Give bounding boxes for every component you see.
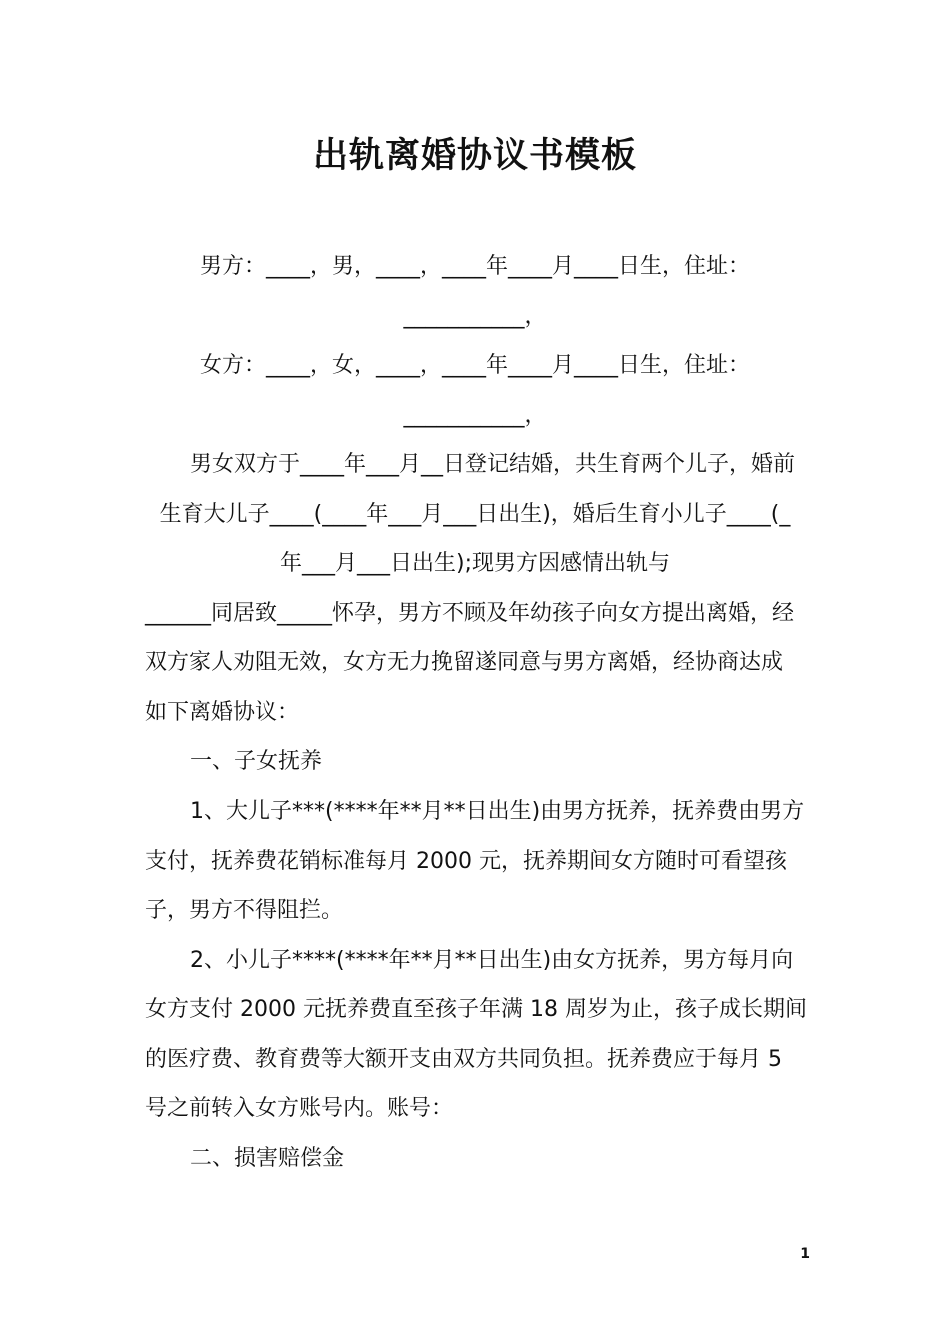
paragraph-line: ______同居致_____怀孕，男方不顾及年幼孩子向女方提出离婚，经	[145, 601, 795, 626]
paragraph-line: 2、小儿子****(****年**月**日出生)由女方抚养，男方每月向	[190, 948, 794, 973]
paragraph-line: 如下离婚协议：	[145, 700, 300, 725]
male-address-line: ___________，	[403, 304, 547, 329]
paragraph-line: 子，男方不得阻拦。	[145, 898, 344, 923]
paragraph-line: 支付，抚养费花销标准每月 2000 元，抚养期间女方随时可看望孩	[145, 849, 787, 874]
female-party-line: 女方：____，女，____，____年____月____日生，住址：	[199, 353, 750, 378]
section-heading-damages: 二、损害赔偿金	[190, 1146, 345, 1171]
paragraph-line: 男女双方于____年___月__日登记结婚，共生育两个儿子，婚前	[190, 452, 796, 477]
paragraph-line: 生育大儿子____(____年___月___日出生)，婚后生育小儿子____(_	[159, 502, 791, 527]
paragraph-line: 的医疗费、教育费等大额开支由双方共同负担。抚养费应于每月 5	[145, 1047, 782, 1072]
document-title: 出轨离婚协议书模板	[312, 136, 637, 176]
paragraph-line: 1、大儿子***(****年**月**日出生)由男方抚养，抚养费由男方	[190, 799, 805, 824]
paragraph-line: 双方家人劝阻无效，女方无力挽留遂同意与男方离婚，经协商达成	[145, 650, 784, 675]
paragraph-line: 号之前转入女方账号内。账号：	[145, 1096, 454, 1121]
paragraph-line: 女方支付 2000 元抚养费直至孩子年满 18 周岁为止，孩子成长期间	[145, 997, 807, 1022]
female-address-line: ___________，	[403, 403, 547, 428]
paragraph-line: 年___月___日出生);现男方因感情出轨与	[280, 551, 670, 576]
page-number: 1	[800, 1246, 810, 1262]
male-party-line: 男方：____，男，____，____年____月____日生，住址：	[199, 254, 750, 279]
section-heading-child-custody: 一、子女抚养	[190, 749, 323, 774]
